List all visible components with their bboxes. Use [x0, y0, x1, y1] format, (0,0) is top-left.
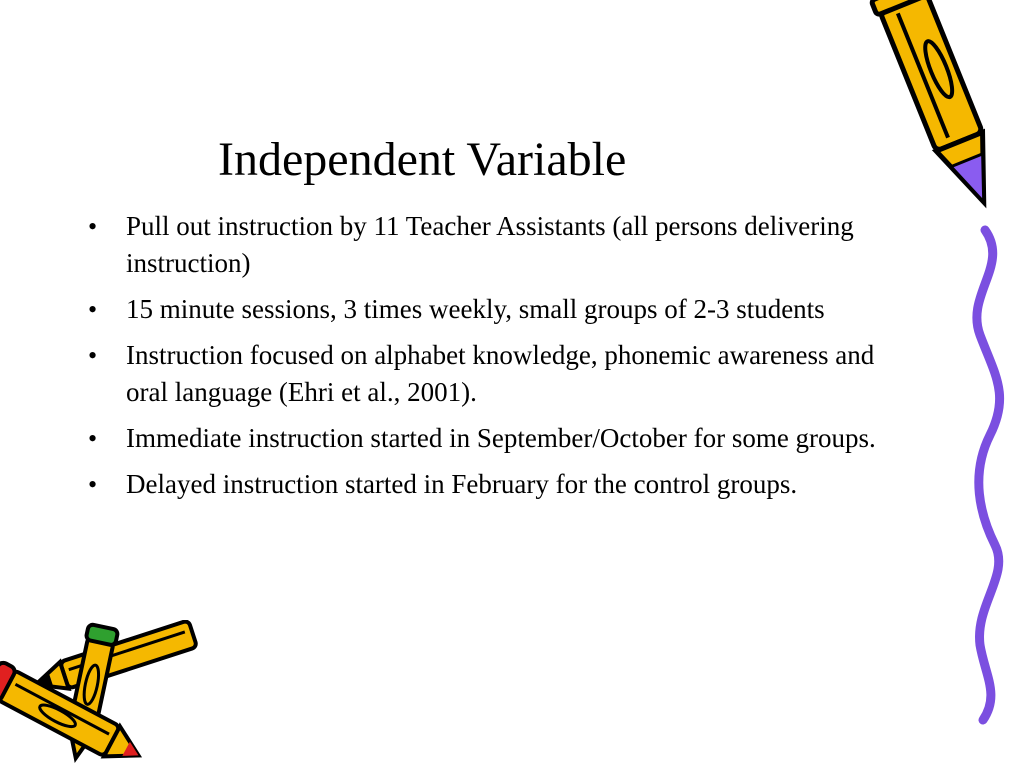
- bullet-list: [86, 208, 916, 512]
- bullet-icon: •: [88, 295, 98, 324]
- bullet-text: Delayed instruction started in February for the control groups.: [126, 469, 798, 499]
- bullet-item: [86, 291, 916, 328]
- bullet-text: 15 minute sessions, 3 times weekly, small groups of 2-3 students: [126, 294, 825, 324]
- bullet-icon: •: [88, 470, 98, 499]
- bullet-item: [86, 466, 916, 503]
- bullet-item: [86, 420, 916, 457]
- bullet-text: Instruction focused on alphabet knowledge, phonemic awareness and oral language (Ehri et al., 2001).: [126, 340, 875, 407]
- slide-title: Independent Variable: [218, 133, 627, 186]
- bullet-icon: •: [88, 424, 98, 453]
- bullet-item: [86, 208, 916, 282]
- bullet-icon: •: [88, 341, 98, 370]
- bullet-item: [86, 337, 916, 411]
- squiggle-line: [955, 225, 1024, 725]
- pencil-icon: [850, 0, 1010, 250]
- crossed-pencils-icon: [0, 620, 210, 768]
- bullet-text: Pull out instruction by 11 Teacher Assistants (all persons delivering instruction): [126, 211, 854, 278]
- bullet-icon: •: [88, 212, 98, 241]
- bullet-text: Immediate instruction started in September/October for some groups.: [126, 423, 876, 453]
